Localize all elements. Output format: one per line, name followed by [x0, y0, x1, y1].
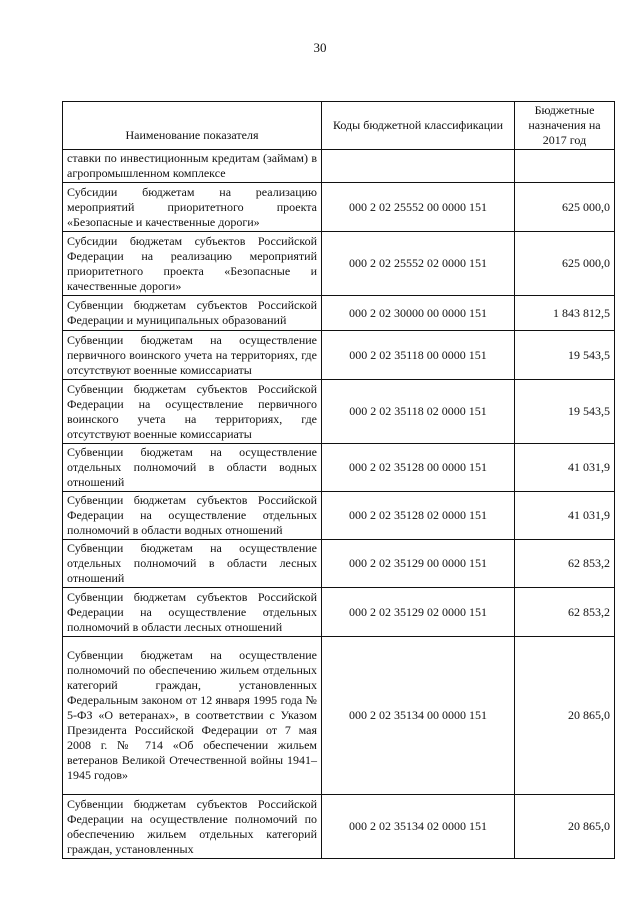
page-number: 30	[313, 40, 327, 55]
row-amount: 19 543,5	[515, 380, 615, 444]
row-code: 000 2 02 25552 02 0000 151	[322, 232, 515, 296]
table-row	[63, 637, 615, 795]
row-amount: 62 853,2	[515, 588, 615, 637]
row-code: 000 2 02 35134 02 0000 151	[322, 795, 515, 859]
table-row	[63, 331, 615, 380]
row-name: Субвенции бюджетам субъектов Российской Федерации на осуществление отдельных полномочий в области водных отношений	[63, 492, 322, 540]
table-row	[63, 183, 615, 232]
table-row	[63, 296, 615, 331]
table-row	[63, 492, 615, 540]
row-name: Субвенции бюджетам на осуществление первичного воинского учета на территориях, где отсутствуют военные комиссариаты	[63, 331, 322, 380]
row-name: ставки по инвестиционным кредитам (займам) в агропромышленном комплексе	[63, 150, 322, 183]
budget-table	[62, 101, 615, 859]
row-name: Субвенции бюджетам на осуществление отдельных полномочий в области лесных отношений	[63, 540, 322, 588]
table-row	[63, 150, 615, 183]
row-code: 000 2 02 30000 00 0000 151	[322, 296, 515, 331]
row-code: 000 2 02 35118 02 0000 151	[322, 380, 515, 444]
table-row	[63, 232, 615, 296]
row-amount: 1 843 812,5	[515, 296, 615, 331]
table-row	[63, 540, 615, 588]
row-amount: 62 853,2	[515, 540, 615, 588]
row-name: Субвенции бюджетам субъектов Российской Федерации на осуществление отдельных полномочий в области лесных отношений	[63, 588, 322, 637]
row-name: Субвенции бюджетам субъектов Российской Федерации на осуществление первичного воинского учета на территориях, где отсутствуют военные комиссариаты	[63, 380, 322, 444]
row-name: Субвенции бюджетам на осуществление отдельных полномочий в области водных отношений	[63, 444, 322, 492]
row-code: 000 2 02 35128 02 0000 151	[322, 492, 515, 540]
row-name: Субсидии бюджетам на реализацию мероприятий приоритетного проекта «Безопасные и качественные дороги»	[63, 183, 322, 232]
row-code: 000 2 02 25552 00 0000 151	[322, 183, 515, 232]
table-row	[63, 588, 615, 637]
header-name: Наименование показателя	[63, 102, 322, 150]
row-amount: 41 031,9	[515, 444, 615, 492]
table-row	[63, 795, 615, 859]
row-amount: 625 000,0	[515, 183, 615, 232]
row-code: 000 2 02 35128 00 0000 151	[322, 444, 515, 492]
table-row	[63, 380, 615, 444]
row-amount	[515, 150, 615, 183]
row-amount: 20 865,0	[515, 637, 615, 795]
row-code: 000 2 02 35134 00 0000 151	[322, 637, 515, 795]
header-amount: Бюджетные назначения на 2017 год	[515, 102, 615, 150]
row-amount: 19 543,5	[515, 331, 615, 380]
row-name: Субвенции бюджетам субъектов Российской Федерации и муниципальных образований	[63, 296, 322, 331]
row-code	[322, 150, 515, 183]
row-name: Субсидии бюджетам субъектов Российской Федерации на реализацию мероприятий приоритетного проекта «Безопасные и качественные дороги»	[63, 232, 322, 296]
row-code: 000 2 02 35129 02 0000 151	[322, 588, 515, 637]
row-amount: 625 000,0	[515, 232, 615, 296]
table-header-row	[63, 102, 615, 150]
row-code: 000 2 02 35129 00 0000 151	[322, 540, 515, 588]
row-amount: 20 865,0	[515, 795, 615, 859]
row-amount: 41 031,9	[515, 492, 615, 540]
row-name: Субвенции бюджетам субъектов Российской Федерации на осуществление полномочий по обеспечению жильем отдельных категорий граждан, установленных	[63, 795, 322, 859]
header-code: Коды бюджетной классификации	[322, 102, 515, 150]
row-code: 000 2 02 35118 00 0000 151	[322, 331, 515, 380]
row-name: Субвенции бюджетам на осуществление полномочий по обеспечению жильем отдельных категорий граждан, установленных Федеральным законом от 12 января 1995 года № 5-ФЗ «О ветеранах», в соответствии с Указом Президента Российской Федерации от 7 мая 2008 г. № 714 «Об обеспечении жильем ветеранов Великой Отечественной войны 1941–1945 годов»	[63, 637, 322, 795]
table-row	[63, 444, 615, 492]
